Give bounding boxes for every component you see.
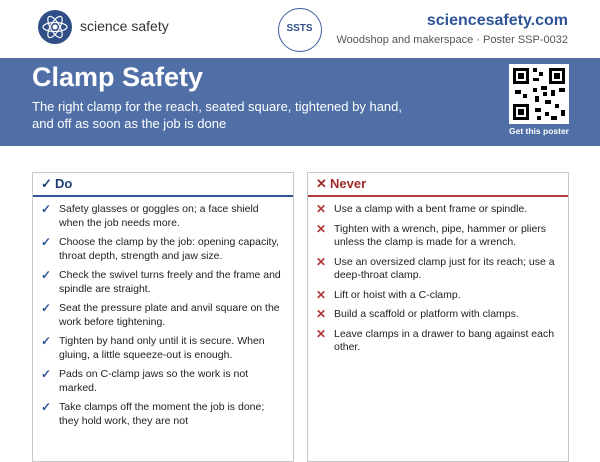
list-item-text: Use a clamp with a bent frame or spindle. (334, 203, 528, 215)
list-item-text: Lift or hoist with a C-clamp. (334, 288, 461, 301)
check-icon: ✓ (41, 334, 52, 348)
check-icon: ✓ (41, 268, 52, 282)
list-item (316, 328, 560, 355)
do-panel-header (33, 173, 293, 197)
cross-icon: ✕ (316, 221, 327, 236)
list-item (316, 256, 560, 283)
check-icon: ✓ (41, 301, 52, 315)
never-list (308, 197, 568, 355)
cross-icon: ✕ (316, 176, 327, 191)
cross-icon: ✕ (316, 307, 327, 321)
qr-code-icon[interactable] (509, 64, 569, 124)
list-item (41, 368, 285, 395)
page-title: Clamp Safety (32, 62, 204, 92)
list-item-text: Choose the clamp by the job: opening capacity, throat depth, strength and jaw size. (59, 236, 279, 262)
brand-name[interactable]: science safety (80, 18, 169, 34)
atom-logo-icon[interactable] (38, 10, 72, 44)
list-item-text: Pads on C-clamp jaws so the work is not marked. (59, 368, 249, 394)
list-item-text: Safety glasses or goggles on; a face shield when the job needs more. (59, 203, 259, 229)
badge-text: SSTS (286, 23, 313, 34)
do-panel (32, 172, 294, 462)
do-list (33, 197, 293, 428)
list-item-text: Seat the pressure plate and anvil square on the work before tightening. (59, 302, 280, 328)
list-item (41, 236, 285, 263)
never-heading: Never (330, 176, 367, 191)
list-item (316, 308, 560, 322)
list-item (41, 269, 285, 296)
do-heading: Do (55, 176, 73, 191)
list-item-text: Tighten with a wrench, pipe, hammer or pliers unless the clamp is made for a wrench. (334, 222, 547, 248)
check-icon: ✓ (41, 367, 52, 381)
check-icon: ✓ (41, 202, 52, 216)
get-poster-label[interactable]: Get this poster (509, 126, 569, 136)
never-panel-header (308, 173, 568, 197)
list-item (41, 302, 285, 329)
list-item-text: Check the swivel turns freely and the frame and spindle are straight. (59, 269, 281, 295)
check-icon: ✓ (41, 235, 52, 249)
list-item-text: Use an oversized clamp just for its reach; use a deep-throat clamp. (334, 255, 555, 281)
list-item-text: Tighten by hand only until it is secure. When gluing, a little squeeze-out is enough. (59, 335, 265, 361)
poster-subline: Woodshop and makerspace · Poster SSP-0032 (336, 34, 568, 46)
list-item-text: Leave clamps in a drawer to bang against each other. (334, 327, 555, 353)
list-item (316, 203, 560, 217)
top-bar (0, 0, 600, 58)
hero-banner (0, 58, 600, 146)
check-icon: ✓ (41, 400, 52, 414)
ssts-badge (278, 8, 322, 52)
check-icon: ✓ (41, 176, 52, 191)
never-panel (307, 172, 569, 462)
cross-icon: ✕ (316, 202, 327, 216)
page-subtitle: The right clamp for the reach, seated square, tightened by hand, and off as soon as the job is done (32, 99, 403, 131)
cross-icon: ✕ (316, 326, 327, 341)
list-item (41, 203, 285, 230)
list-item-text: Build a scaffold or platform with clamps. (334, 308, 519, 320)
list-item (316, 223, 560, 250)
site-link[interactable]: sciencesafety.com (426, 12, 568, 29)
cross-icon: ✕ (316, 287, 327, 302)
list-item (41, 335, 285, 362)
list-item-text: Take clamps off the moment the job is done; they hold work, they are not (59, 401, 265, 427)
list-item (41, 401, 285, 428)
list-item (316, 289, 560, 303)
cross-icon: ✕ (316, 254, 327, 269)
